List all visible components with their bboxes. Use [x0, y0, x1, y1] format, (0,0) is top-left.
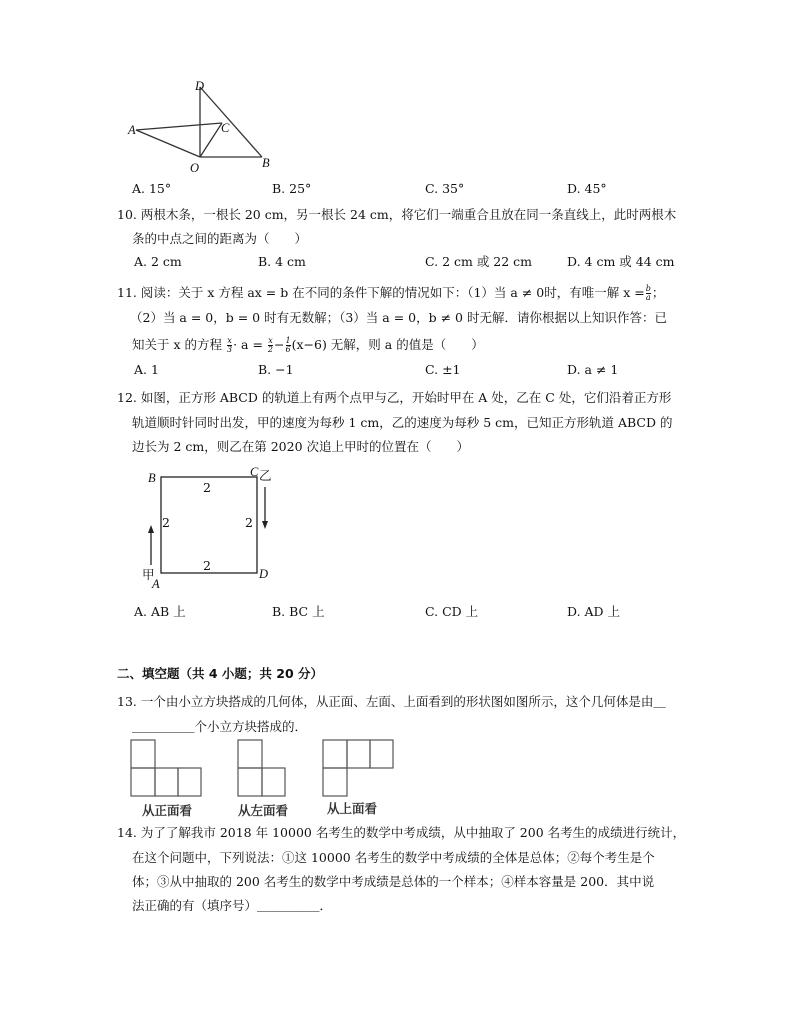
top-view-caption: 从上面看: [327, 801, 378, 816]
q11-text-line1: [117, 285, 664, 302]
q12-option-b: B. BC 上: [272, 604, 325, 619]
front-view-caption: 从正面看: [142, 803, 193, 818]
q12-option-d: D. AD 上: [567, 604, 621, 619]
numerator: x: [268, 336, 273, 345]
q14-text-line3: 体；③从中抽取的 200 名考生的数学中考成绩是总体的一个样本；④样本容量是 200．其中说: [132, 874, 655, 889]
q10-option-d: D. 4 cm 或 44 cm: [567, 254, 675, 269]
q12-side-left: 2: [162, 515, 170, 530]
q11-text-line2: （2）当 a = 0，b = 0 时有无数解；（3）当 a = 0，b ≠ 0 时无解．请你根据以上知识作答：已: [130, 310, 667, 325]
front-view-figure: [130, 738, 210, 800]
q14-text-line1: 14. 为了了解我市 2018 年 10000 名考生的数学中考成绩，从中抽取了 200 名考生的成绩进行统计，: [117, 825, 686, 840]
numerator: x: [227, 336, 232, 345]
q9-option-d: D. 45°: [567, 181, 607, 196]
q12-label-d: D: [259, 567, 269, 581]
q12-option-c: C. CD 上: [425, 604, 479, 619]
q11-option-a: A. 1: [134, 362, 159, 377]
q12-label-b: B: [148, 471, 156, 485]
q11-line3-c: −: [274, 337, 285, 352]
fraction-1-over-6: [286, 337, 291, 354]
q11-line3-d: (x−6) 无解，则 a 的值是（ ）: [291, 337, 484, 352]
q10-text-line1: 10. 两根木条，一根长 20 cm，另一根长 24 cm，将它们一端重合且放在同一条直线上，此时两根木: [117, 207, 677, 222]
q13-text-line1: 13. 一个由小立方块搭成的几何体，从正面、左面、上面看到的形状图如图所示，这个几何体是由＿: [117, 694, 666, 709]
q12-text-line2: 轨道顺时针同时出发，甲的速度为每秒 1 cm，乙的速度为每秒 5 cm，已知正方形轨道 ABCD 的: [132, 415, 673, 430]
fraction-x-over-2: [268, 337, 273, 354]
q10-option-a: A. 2 cm: [134, 254, 182, 269]
fraction-b-over-a: [646, 285, 651, 302]
q12-label-a: A: [152, 577, 160, 591]
q10-option-b: B. 4 cm: [258, 254, 306, 269]
q12-option-a: A. AB 上: [134, 604, 186, 619]
q14-text-line4: 法正确的有（填序号）＿＿＿＿＿．: [132, 898, 333, 913]
q11-line3-b: · a =: [233, 337, 263, 352]
section-heading-fill-in: 二、填空题（共 4 小题；共 20 分）: [117, 666, 324, 681]
q9-option-c: C. 35°: [425, 181, 465, 196]
q10-option-c: C. 2 cm 或 22 cm: [425, 254, 533, 269]
q12-side-right: 2: [245, 515, 253, 530]
q11-option-c: C. ±1: [425, 362, 461, 377]
q12-label-yi: 乙: [259, 468, 272, 483]
q11-line1-text: 11. 阅读：关于 x 方程 ax = b 在不同的条件下解的情况如下：（1）当 a ≠ 0时，有唯一解 x =: [117, 285, 645, 300]
q9-label-a: A: [128, 123, 136, 137]
q10-text-line2: 条的中点之间的距离为（ ）: [132, 231, 308, 246]
denominator: a: [645, 293, 651, 302]
q9-label-d: D: [195, 79, 205, 93]
q12-side-bottom: 2: [203, 558, 211, 573]
numerator: b: [645, 284, 651, 293]
q12-text-line1: 12. 如图，正方形 ABCD 的轨道上有两个点甲与乙，开始时甲在 A 处，乙在 C 处，它们沿着正方形: [117, 390, 672, 405]
q12-text-line3: 边长为 2 cm，则乙在第 2020 次追上甲时的位置在（ ）: [132, 439, 470, 454]
numerator: 1: [285, 336, 291, 345]
q11-text-line3: [132, 337, 484, 354]
left-view-figure: [237, 738, 297, 800]
q9-label-b: B: [262, 156, 270, 170]
q11-option-d: D. a ≠ 1: [567, 362, 619, 377]
q11-option-b: B. −1: [258, 362, 294, 377]
left-view-caption: 从左面看: [238, 803, 289, 818]
denominator: 6: [285, 345, 291, 354]
q9-label-o: O: [190, 161, 200, 175]
q9-label-c: C: [221, 121, 230, 135]
denominator: 2: [267, 345, 274, 354]
q12-label-jia: 甲: [142, 567, 155, 582]
q13-text-line2: ＿＿＿＿＿个小立方块搭成的．: [132, 719, 308, 734]
fraction-x-over-3: [227, 337, 232, 354]
q11-line3-a: 知关于 x 的方程: [132, 337, 222, 352]
q14-text-line2: 在这个问题中，下列说法：①这 10000 名考生的数学中考成绩的全体是总体；②每个考生是个: [132, 850, 655, 865]
q12-side-top: 2: [203, 480, 211, 495]
q9-option-b: B. 25°: [272, 181, 312, 196]
q9-option-a: A. 15°: [132, 181, 172, 196]
q12-label-c: C: [250, 465, 259, 479]
top-view-figure: [322, 738, 402, 800]
denominator: 3: [226, 345, 233, 354]
q11-line1-end: ；: [651, 285, 665, 300]
